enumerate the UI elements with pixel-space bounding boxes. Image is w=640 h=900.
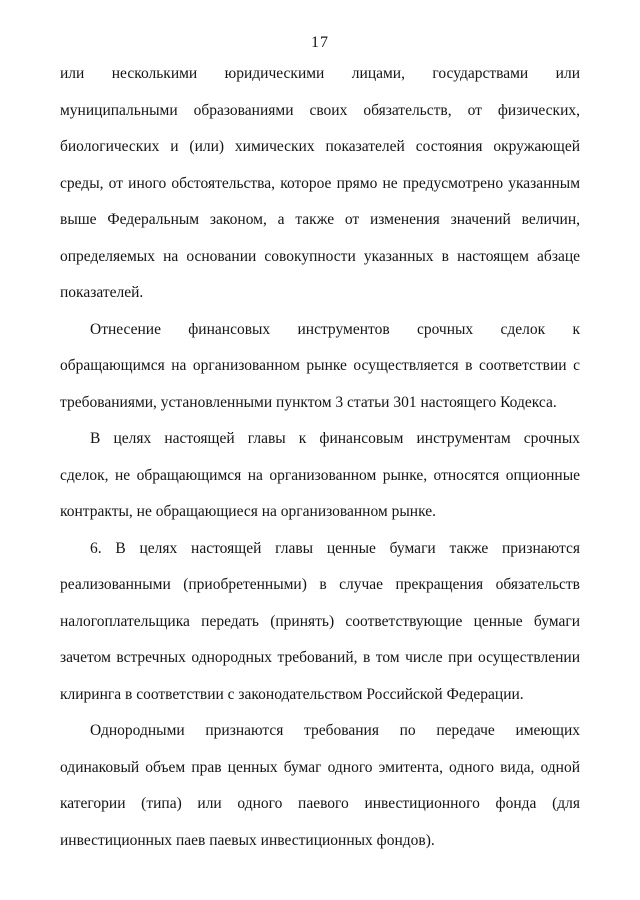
text-line: требованиями, установленными пунктом 3 статьи 301 настоящего Кодекса. [60, 393, 557, 411]
text-line: контракты, не обращающиеся на организованном рынке. [60, 503, 436, 520]
text-line: Отнесение финансовых инструментов срочных сделок к [90, 320, 580, 338]
text-line: В целях настоящей главы к финансовым инструментам срочных [90, 430, 580, 447]
text-line: категории (типа) или одного паевого инвестиционного фонда (для [60, 795, 580, 812]
text-line: реализованными (приобретенными) в случае прекращения обязательств [60, 576, 580, 593]
text-line: среды, от иного обстоятельства, которое прямо не предусмотрено указанным [60, 174, 580, 192]
text-line: выше Федеральным законом, а также от изменения значений величин, [60, 211, 580, 228]
text-line: 6. В целях настоящей главы ценные бумаги также признаются [90, 539, 580, 557]
text-line: Однородными признаются требования по передаче имеющих [90, 722, 580, 739]
text-line: муниципальными образованиями своих обязательств, от физических, [60, 101, 580, 119]
text-line: определяемых на основании совокупности указанных в настоящем абзаце [60, 247, 580, 265]
text-line: зачетом встречных однородных требований, в том числе при осуществлении [60, 649, 580, 666]
text-line: инвестиционных паев паевых инвестиционных фондов). [60, 831, 435, 849]
page-body [60, 56, 580, 859]
text-line: клиринга в соответствии с законодательством Российской Федерации. [60, 685, 524, 703]
text-line: биологических и (или) химических показателей состояния окружающей [60, 138, 580, 155]
text-line: обращающимся на организованном рынке осуществляется в соответствии с [60, 357, 580, 374]
text-line: налогоплательщика передать (принять) соответствующие ценные бумаги [60, 612, 580, 630]
text-line: сделок, не обращающимся на организованном рынке, относятся опционные [60, 466, 580, 484]
text-line: показателей. [60, 284, 144, 301]
text-line: одинаковый объем прав ценных бумаг одного эмитента, одного вида, одной [60, 758, 580, 776]
page-number: 17 [311, 34, 329, 51]
text-line: или несколькими юридическими лицами, государствами или [60, 65, 580, 82]
